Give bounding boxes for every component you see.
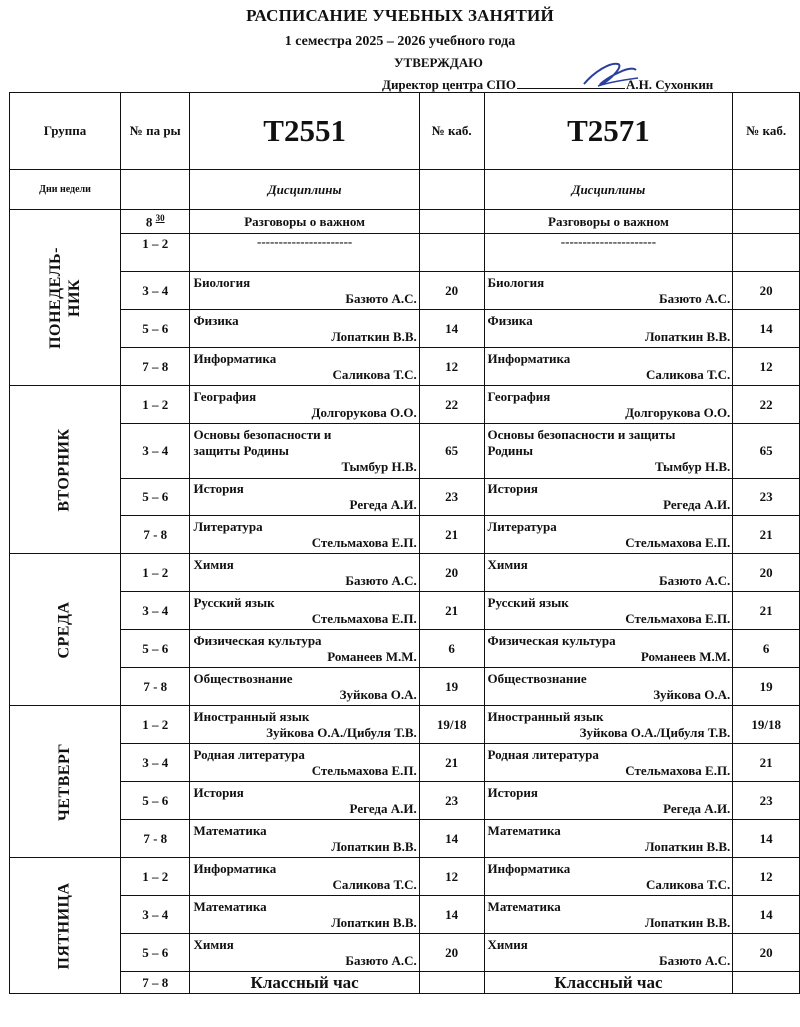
lesson-cell [190,479,419,516]
subject-name: История [487,784,538,800]
teacher-name: Регеда А.И. [349,800,417,816]
pair-number: 5 – 6 [121,782,190,820]
subject-name: Родная литература [193,746,305,762]
lesson-cell [484,386,733,424]
room-cell: 14 [419,896,484,934]
subject-name: Физика [487,312,533,328]
table-row [10,820,800,858]
teacher-name: Лопаткин В.В. [331,838,417,854]
subject-name: Русский язык [487,594,569,610]
empty-cell [419,170,484,210]
disciplines-header-2: Дисциплины [484,170,733,210]
special-lesson-2: Разговоры о важном [484,210,733,234]
director-prefix: Директор центра СПО [382,77,517,92]
teacher-name: Зуйкова О.А./Цибуля Т.В. [266,724,417,740]
teacher-name: Саликова Т.С. [646,366,731,382]
lesson-cell [484,630,733,668]
lesson-cell [190,630,419,668]
teacher-name: Романеев М.М. [640,648,731,664]
pair-number: 8 $^{30}$ [121,210,190,234]
teacher-name: Базюто А.С. [345,290,417,306]
teacher-name: Саликова Т.С. [332,366,417,382]
room-cell: 65 [419,424,484,479]
subject-name: Биология [193,274,251,290]
subject-name: Обществознание [193,670,293,686]
approval-label: УТВЕРЖДАЮ [394,55,483,70]
teacher-name: Базюто А.С. [658,290,731,306]
lesson-cell [190,668,419,706]
table-row [10,972,800,994]
pair-number: 1 – 2 [121,858,190,896]
teacher-name: Долгорукова О.О. [311,404,417,420]
subject-name: История [193,481,244,496]
subject-name: Химия [487,936,528,952]
lesson-cell [484,554,733,592]
lesson-cell [484,820,733,858]
subject-name: Информатика [487,350,571,366]
teacher-name: Базюто А.С. [345,952,417,968]
day-thursday: ЧЕТВЕРГ [10,706,121,858]
subject-name: История [193,784,244,800]
lesson-cell [190,934,419,972]
teacher-name: Базюто А.С. [658,572,731,588]
table-row [10,630,800,668]
lesson-cell [190,424,419,479]
table-row [10,234,800,272]
days-header: Дни недели [10,170,121,210]
lesson-cell [190,858,419,896]
teacher-name: Романеев М.М. [327,648,417,664]
subject-name: Литература [193,518,263,534]
room-cell: 19/18 [419,706,484,744]
no-lesson-2: ---------------------- [484,234,733,272]
subject-name-cont: Родины [487,443,533,458]
pair-number: 5 – 6 [121,934,190,972]
lesson-cell [484,272,733,310]
lesson-cell [190,516,419,554]
room-cell: 19 [419,668,484,706]
table-row [10,782,800,820]
subject-name: Физика [193,312,239,328]
teacher-name: Лопаткин В.В. [331,328,417,344]
table-row [10,934,800,972]
group-header: Группа [10,93,121,170]
pair-number: 5 – 6 [121,310,190,348]
lesson-cell [190,310,419,348]
pair-number: 3 – 4 [121,592,190,630]
room-cell: 21 [419,516,484,554]
pair-number: 3 – 4 [121,272,190,310]
pair-number: 1 – 2 [121,234,190,272]
empty-cell [121,170,190,210]
room-cell: 6 [419,630,484,668]
room-header-2: № каб. [733,93,800,170]
lesson-cell [484,744,733,782]
teacher-name: Лопаткин В.В. [644,838,731,854]
subject-name: Биология [487,274,545,290]
lesson-cell [190,782,419,820]
table-row [10,706,800,744]
table-row [10,744,800,782]
pair-number: 3 – 4 [121,424,190,479]
table-row [10,348,800,386]
room-cell: 20 [419,934,484,972]
table-row [10,386,800,424]
subject-name: География [487,388,551,404]
subject-name: Химия [193,936,234,952]
subject-name: Химия [193,556,234,572]
teacher-name: Тымбур Н.В. [341,459,417,474]
subject-name: История [487,481,538,496]
teacher-name: Лопаткин В.В. [644,328,731,344]
room-cell: 14 [733,896,800,934]
room-cell: 14 [419,820,484,858]
subject-name: Литература [487,518,557,534]
room-header-1: № каб. [419,93,484,170]
pair-number: 1 – 2 [121,554,190,592]
room-cell: 22 [733,386,800,424]
subject-name: Информатика [193,350,277,366]
subject-name: Математика [487,822,561,838]
subject-name: Физическая культура [487,632,616,648]
room-cell: 23 [419,782,484,820]
room-cell: 21 [733,744,800,782]
lesson-cell [484,310,733,348]
teacher-name: Тымбур Н.В. [655,459,731,474]
pair-number: 7 - 8 [121,516,190,554]
table-row [10,858,800,896]
teacher-name: Зуйкова О.А. [339,686,417,702]
table-row [10,272,800,310]
room-cell: 20 [419,272,484,310]
day-wednesday: СРЕДА [10,554,121,706]
teacher-name: Базюто А.С. [658,952,731,968]
table-row [10,896,800,934]
lesson-cell [190,744,419,782]
pair-number: 1 – 2 [121,386,190,424]
lesson-cell [484,858,733,896]
subject-name: Информатика [193,860,277,876]
room-cell: 65 [733,424,800,479]
table-row [10,516,800,554]
subject-name: Математика [193,822,267,838]
teacher-name: Стельмахова Е.П. [311,534,417,550]
day-monday: ПОНЕДЕЛЬ- НИК [10,210,121,386]
subject-name-cont: защиты Родины [193,443,289,458]
room-cell: 22 [419,386,484,424]
teacher-name: Зуйкова О.А./Цибуля Т.В. [579,724,731,740]
teacher-name: Саликова Т.С. [332,876,417,892]
pair-number: 3 – 4 [121,896,190,934]
table-row [10,310,800,348]
table-row [10,424,800,479]
room-cell: 14 [419,310,484,348]
pair-number: 3 – 4 [121,744,190,782]
subject-name: География [193,388,257,404]
subject-name: Иностранный язык [193,708,310,724]
lesson-cell [190,386,419,424]
special-lesson-1: Разговоры о важном [190,210,419,234]
lesson-cell [484,782,733,820]
group-t2571-header: Т2571 [484,93,733,170]
teacher-name: Стельмахова Е.П. [625,534,731,550]
room-cell: 21 [419,592,484,630]
teacher-name: Лопаткин В.В. [644,914,731,930]
lesson-cell [484,592,733,630]
room-cell [733,210,800,234]
lesson-cell [484,706,733,744]
class-hour-2: Классный час [484,972,733,994]
room-cell [733,972,800,994]
pair-number: 7 - 8 [121,668,190,706]
subject-name: Математика [193,898,267,914]
room-cell: 14 [733,310,800,348]
table-row [10,210,800,234]
room-cell: 23 [733,782,800,820]
teacher-name: Стельмахова Е.П. [311,762,417,778]
disciplines-header-1: Дисциплины [190,170,419,210]
teacher-name: Саликова Т.С. [646,876,731,892]
pair-number: 1 – 2 [121,706,190,744]
teacher-name: Зуйкова О.А. [653,686,731,702]
day-friday: ПЯТНИЦА [10,858,121,994]
teacher-name: Регеда А.И. [663,800,731,816]
room-cell: 14 [733,820,800,858]
subject-name: Иностранный язык [487,708,604,724]
no-lesson-1: ---------------------- [190,234,419,272]
pair-number: 7 – 8 [121,348,190,386]
room-cell: 19 [733,668,800,706]
room-cell: 20 [733,934,800,972]
room-cell [419,972,484,994]
pair-number: 7 – 8 [121,972,190,994]
semester-subtitle: 1 семестра 2025 – 2026 учебного года [284,34,516,49]
pair-number-header: № па ры [121,93,190,170]
pair-number: 5 – 6 [121,630,190,668]
group-t2551-header: Т2551 [190,93,419,170]
table-row [10,592,800,630]
lesson-cell [190,896,419,934]
lesson-cell [190,820,419,858]
pair-number: 7 - 8 [121,820,190,858]
lesson-cell [190,272,419,310]
room-cell: 23 [419,479,484,516]
director-name: А.Н. Сухонкин [626,77,714,92]
table-header-row [10,93,800,170]
subheader-row [10,170,800,210]
table-row [10,668,800,706]
room-cell: 21 [733,592,800,630]
lesson-cell [484,348,733,386]
room-cell: 12 [419,348,484,386]
day-tuesday: ВТОРНИК [10,386,121,554]
empty-cell [733,170,800,210]
table-row [10,554,800,592]
teacher-name: Стельмахова Е.П. [625,762,731,778]
subject-name: Обществознание [487,670,587,686]
subject-name: Математика [487,898,561,914]
lesson-cell [484,934,733,972]
subject-name: Родная литература [487,746,599,762]
lesson-cell [484,516,733,554]
lesson-cell [484,668,733,706]
teacher-name: Базюто А.С. [345,572,417,588]
teacher-name: Регеда А.И. [349,497,417,512]
room-cell: 23 [733,479,800,516]
teacher-name: Стельмахова Е.П. [311,610,417,626]
subject-name: Информатика [487,860,571,876]
subject-name: Химия [487,556,528,572]
lesson-cell [190,348,419,386]
room-cell [419,234,484,272]
room-cell: 19/18 [733,706,800,744]
page-title: РАСПИСАНИЕ УЧЕБНЫХ ЗАНЯТИЙ [246,6,554,25]
room-cell: 21 [419,744,484,782]
lesson-cell [484,479,733,516]
table-row [10,479,800,516]
lesson-cell [190,554,419,592]
room-cell: 20 [733,554,800,592]
room-cell: 6 [733,630,800,668]
room-cell: 12 [733,348,800,386]
room-cell [419,210,484,234]
teacher-name: Стельмахова Е.П. [625,610,731,626]
teacher-name: Долгорукова О.О. [625,404,731,420]
teacher-name: Лопаткин В.В. [331,914,417,930]
room-cell: 20 [733,272,800,310]
lesson-cell [190,706,419,744]
teacher-name: Регеда А.И. [663,497,731,512]
subject-name: Основы безопасности и [193,427,332,442]
room-cell [733,234,800,272]
director-line [382,77,713,93]
room-cell: 21 [733,516,800,554]
subject-name: Русский язык [193,594,275,610]
room-cell: 20 [419,554,484,592]
lesson-cell [484,424,733,479]
signature-scribble [580,58,640,90]
subject-name: Основы безопасности и защиты [487,427,676,442]
pair-number: 5 – 6 [121,479,190,516]
class-hour-1: Классный час [190,972,419,994]
lesson-cell [190,592,419,630]
room-cell: 12 [733,858,800,896]
lesson-cell [484,896,733,934]
subject-name: Физическая культура [193,632,322,648]
room-cell: 12 [419,858,484,896]
schedule-table [9,92,800,994]
